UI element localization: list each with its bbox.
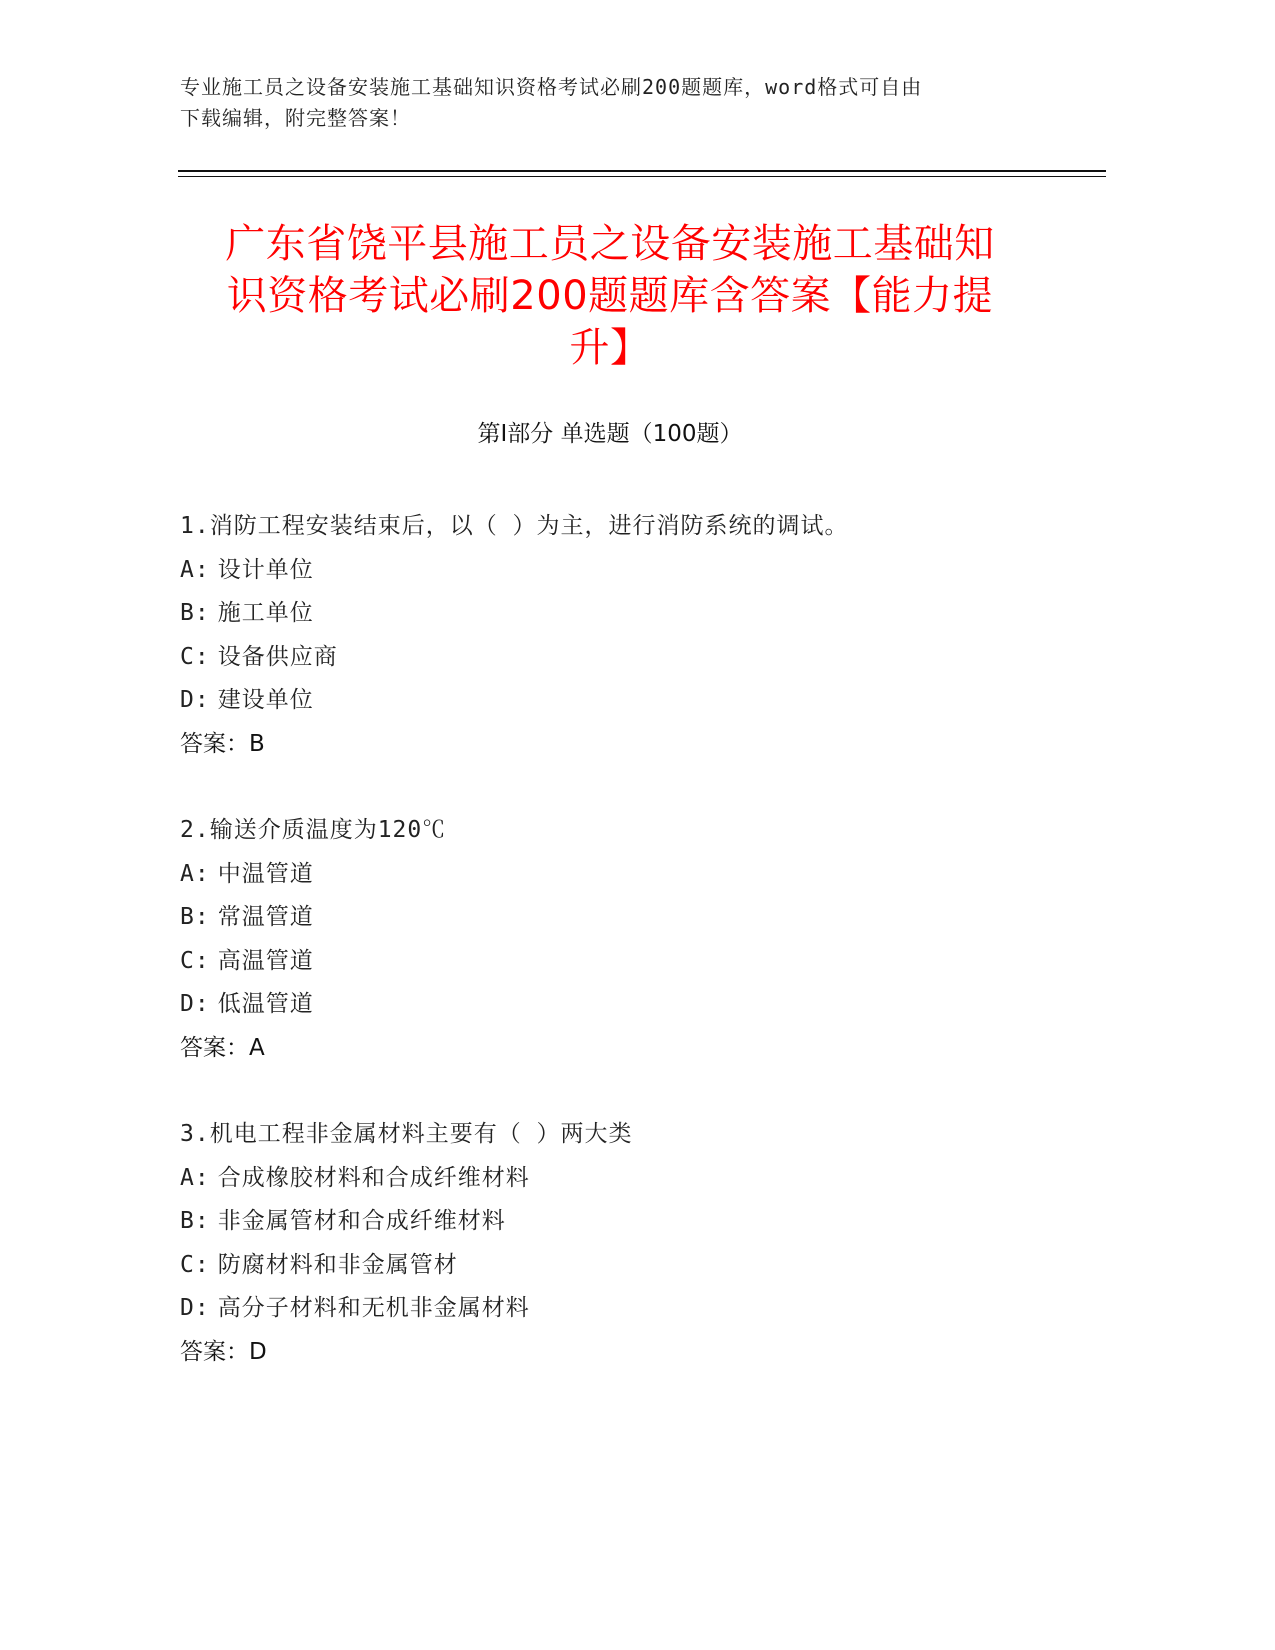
- option-key: C:: [180, 1251, 210, 1278]
- option-key: A:: [180, 860, 210, 887]
- option-key: D:: [180, 687, 210, 713]
- option-key: B:: [180, 1208, 210, 1234]
- option-c: [180, 940, 1080, 984]
- option-text: 建设单位: [217, 687, 314, 713]
- question-stem: 2.输送介质温度为120℃: [180, 817, 447, 843]
- document-title-line-3: 升】: [569, 325, 651, 371]
- option-text: 高温管道: [217, 947, 314, 974]
- document-title: [180, 218, 1040, 374]
- question-3: [180, 1113, 1080, 1374]
- option-d: [180, 679, 1080, 723]
- option-key: A:: [180, 556, 210, 583]
- document-title-line-2: 识资格考试必刷200题题库含答案【能力提: [226, 273, 994, 319]
- option-d: [180, 1287, 1080, 1331]
- option-key: C:: [180, 643, 210, 670]
- option-c: [180, 636, 1080, 680]
- option-d: [180, 983, 1080, 1027]
- answer: 答案：A: [180, 1034, 265, 1061]
- option-text: 非金属管材和合成纤维材料: [217, 1208, 506, 1234]
- header-divider-thin: [178, 176, 1106, 177]
- section-title: 第Ⅰ部分 单选题（100题）: [477, 421, 743, 447]
- option-b: [180, 1200, 1080, 1244]
- question-stem: 1.消防工程安装结束后，以（ ）为主，进行消防系统的调试。: [180, 513, 849, 539]
- option-a: [180, 1157, 1080, 1201]
- option-b: [180, 896, 1080, 940]
- header-divider-thick: [178, 170, 1106, 172]
- question-stem: 3.机电工程非金属材料主要有（ ）两大类: [180, 1121, 633, 1147]
- question-list: [180, 505, 1080, 1417]
- option-key: A:: [180, 1164, 210, 1191]
- header-note-line-1: 专业施工员之设备安装施工基础知识资格考试必刷200题题库，word格式可自由: [180, 75, 923, 99]
- option-text: 防腐材料和非金属管材: [217, 1251, 458, 1278]
- option-text: 低温管道: [217, 991, 314, 1017]
- option-key: C:: [180, 947, 210, 974]
- option-text: 常温管道: [217, 904, 314, 930]
- option-text: 设计单位: [217, 556, 314, 583]
- option-b: [180, 592, 1080, 636]
- option-a: [180, 549, 1080, 593]
- question-2: [180, 809, 1080, 1070]
- option-key: D:: [180, 991, 210, 1017]
- option-c: [180, 1244, 1080, 1288]
- header-note: [180, 72, 1060, 134]
- option-key: B:: [180, 904, 210, 930]
- header-note-line-2: 下载编辑，附完整答案！: [180, 106, 411, 130]
- answer: 答案：B: [180, 730, 265, 757]
- answer: 答案：D: [180, 1338, 267, 1365]
- option-text: 施工单位: [217, 600, 314, 626]
- option-a: [180, 853, 1080, 897]
- option-text: 中温管道: [217, 860, 314, 887]
- option-text: 设备供应商: [217, 643, 338, 670]
- option-key: D:: [180, 1295, 210, 1321]
- document-title-line-1: 广东省饶平县施工员之设备安装施工基础知: [225, 221, 995, 267]
- option-text: 高分子材料和无机非金属材料: [217, 1295, 530, 1321]
- question-1: [180, 505, 1080, 766]
- option-text: 合成橡胶材料和合成纤维材料: [217, 1164, 530, 1191]
- option-key: B:: [180, 600, 210, 626]
